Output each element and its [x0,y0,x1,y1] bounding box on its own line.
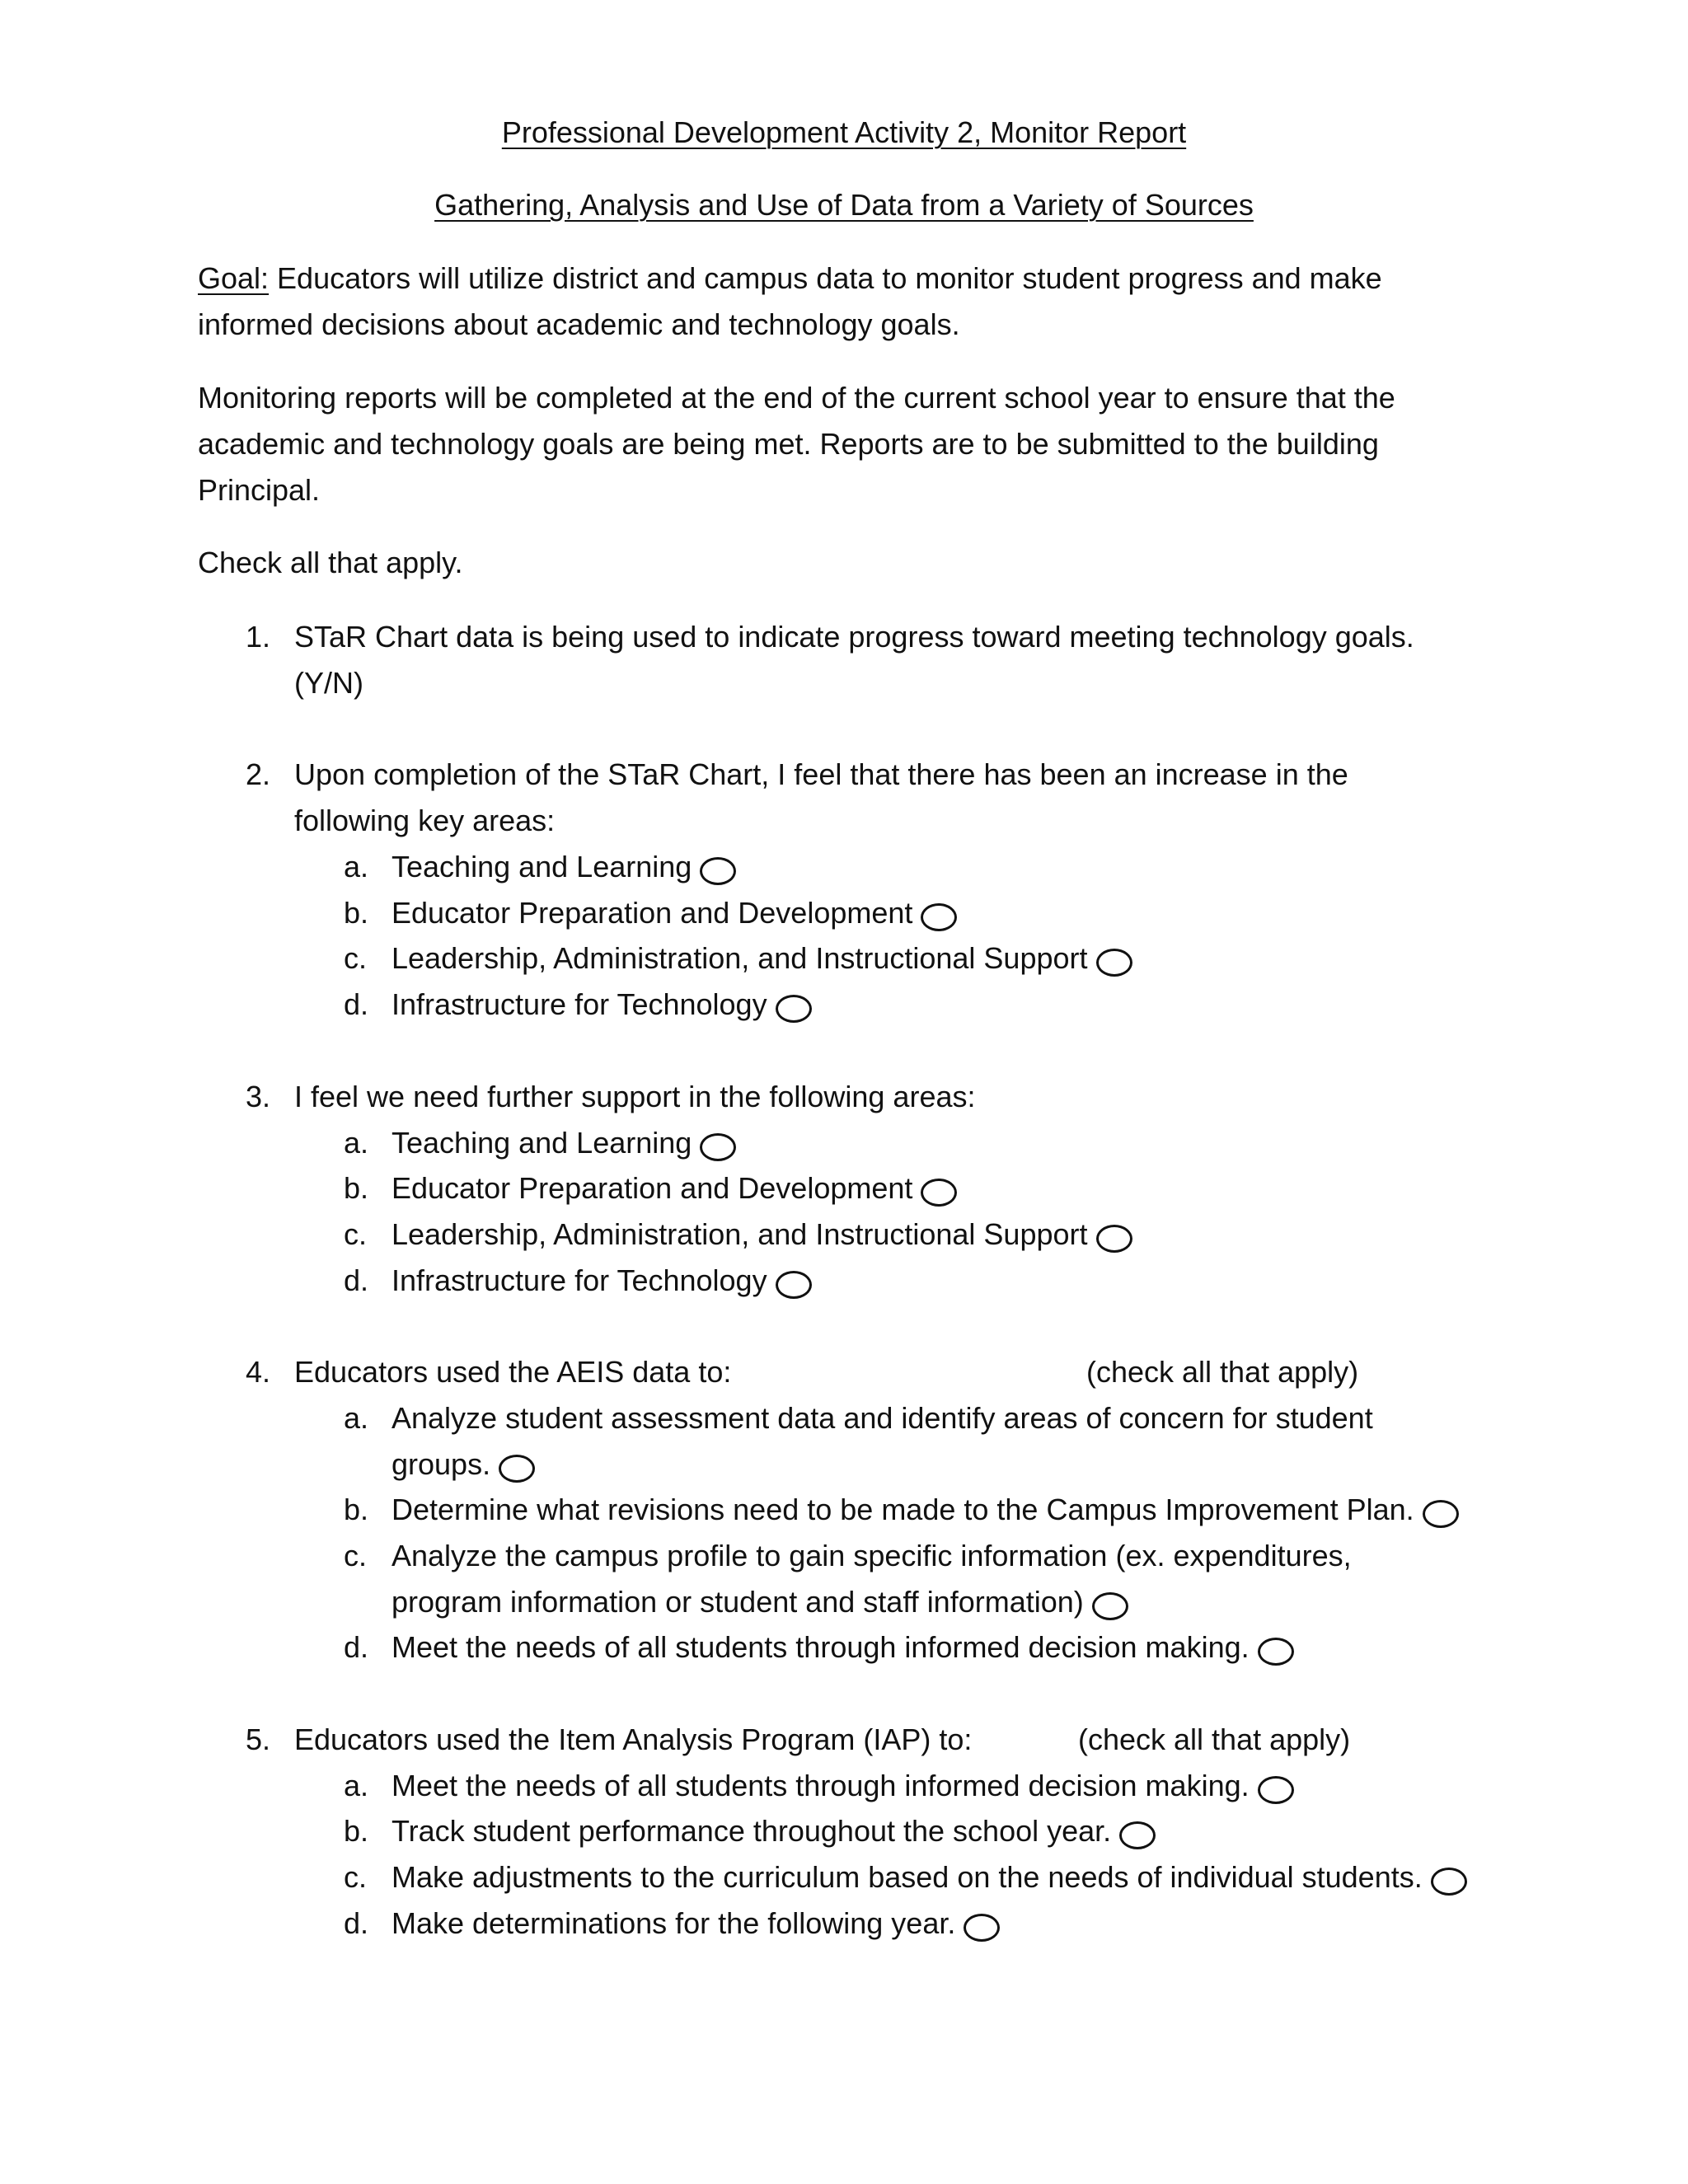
q3-item-label: Leadership, Administration, and Instructional Support [392,1217,1088,1251]
q2-item-d [392,982,812,1028]
q4-item-d-checkbox[interactable] [1258,1638,1294,1666]
monitoring-line2: academic and technology goals are being met. Reports are to be submitted to the building [198,427,1379,461]
document-title: Professional Development Activity 2, Monitor Report [501,115,1187,149]
q2-item-d-checkbox[interactable] [776,995,812,1023]
q4-item-d [392,1624,1294,1671]
q5-item-letter: d. [344,1906,369,1940]
q2-item-a [392,844,736,890]
q5-item-b [392,1808,1156,1854]
q3-item-letter: d. [344,1263,369,1297]
q4-number: 4. [246,1355,271,1389]
q3-item-b [392,1165,957,1212]
q4-item-a-checkbox[interactable] [499,1455,535,1483]
q2-text-line1: Upon completion of the STaR Chart, I feel that there has been an increase in the [294,757,1348,791]
q4-item-letter: d. [344,1630,369,1664]
q1-text-line1: STaR Chart data is being used to indicate progress toward meeting technology goals. [294,620,1414,654]
q5-item-c-checkbox[interactable] [1431,1868,1467,1896]
q4-item-b-checkbox[interactable] [1423,1500,1459,1528]
q4-item-a-line2 [392,1441,535,1488]
q4-item-label: Determine what revisions need to be made to the Campus Improvement Plan. [392,1493,1414,1526]
q5-item-label: Make adjustments to the curriculum based on the needs of individual students. [392,1860,1423,1894]
goal-text-line1: Educators will utilize district and campus data to monitor student progress and make [269,261,1382,295]
q2-item-c-checkbox[interactable] [1096,949,1132,977]
q5-item-c [392,1854,1467,1900]
q2-item-label: Educator Preparation and Development [392,896,913,930]
q2-item-label: Leadership, Administration, and Instructional Support [392,941,1088,975]
q5-note: (check all that apply) [1078,1722,1351,1756]
q3-item-letter: b. [344,1171,369,1205]
q3-item-a-checkbox[interactable] [700,1133,736,1161]
q2-item-a-checkbox[interactable] [700,857,736,885]
goal-paragraph [198,255,1492,348]
monitoring-line3: Principal. [198,473,321,507]
q3-text-line1: I feel we need further support in the following areas: [294,1080,976,1113]
q3-item-d-checkbox[interactable] [776,1271,812,1299]
q5-item-d-checkbox[interactable] [964,1914,1000,1942]
q5-item-a [392,1763,1294,1809]
q2-item-label: Teaching and Learning [392,850,692,883]
q4-item-c-line2 [392,1579,1128,1625]
q5-item-letter: c. [344,1860,368,1894]
q4-item-label: program information or student and staff information) [392,1585,1084,1619]
q2-item-b [392,890,957,936]
q4-item-label: Meet the needs of all students through informed decision making. [392,1630,1250,1664]
q2-text-line2: following key areas: [294,804,556,837]
q5-item-b-checkbox[interactable] [1119,1821,1156,1849]
q3-item-b-checkbox[interactable] [921,1179,957,1207]
q5-item-a-checkbox[interactable] [1258,1776,1294,1804]
q2-item-b-checkbox[interactable] [921,903,957,931]
q1-text-line2: (Y/N) [294,666,363,700]
q2-item-c [392,935,1132,982]
q3-item-label: Teaching and Learning [392,1126,692,1160]
q5-item-label: Track student performance throughout the school year. [392,1814,1112,1848]
monitoring-line1: Monitoring reports will be completed at the end of the current school year to ensure that the [198,381,1395,415]
q3-item-c-checkbox[interactable] [1096,1225,1132,1253]
q2-item-letter: d. [344,987,369,1021]
document-subtitle: Gathering, Analysis and Use of Data from a Variety of Sources [434,188,1254,222]
monitoring-paragraph [198,375,1492,513]
q3-item-letter: a. [344,1126,369,1160]
q5-item-label: Make determinations for the following year. [392,1906,956,1940]
q3-item-label: Educator Preparation and Development [392,1171,913,1205]
q5-item-letter: a. [344,1769,369,1802]
q4-text-line1: Educators used the AEIS data to: [294,1355,732,1389]
q3-item-letter: c. [344,1217,368,1251]
q5-text-line1: Educators used the Item Analysis Program (IAP) to: [294,1722,973,1756]
q3-item-d [392,1258,812,1304]
q4-item-letter: c. [344,1539,368,1572]
q3-item-a [392,1120,736,1166]
q3-number: 3. [246,1080,271,1113]
goal-text-line2: informed decisions about academic and technology goals. [198,307,960,341]
q3-item-label: Infrastructure for Technology [392,1263,767,1297]
q5-item-d [392,1900,1000,1947]
q4-item-a-line1: Analyze student assessment data and identify areas of concern for student [392,1401,1373,1435]
q5-item-letter: b. [344,1814,369,1848]
q4-item-label: groups. [392,1447,491,1481]
instruction-text: Check all that apply. [198,546,463,579]
q2-item-letter: c. [344,941,368,975]
q4-item-letter: a. [344,1401,369,1435]
q2-item-label: Infrastructure for Technology [392,987,767,1021]
q2-number: 2. [246,757,271,791]
q2-item-letter: b. [344,896,369,930]
q4-item-letter: b. [344,1493,369,1526]
goal-label: Goal: [198,261,270,295]
q4-note: (check all that apply) [1086,1355,1359,1389]
q5-item-label: Meet the needs of all students through informed decision making. [392,1769,1250,1802]
q5-number: 5. [246,1722,271,1756]
q4-item-b [392,1487,1459,1533]
q2-item-letter: a. [344,850,369,883]
q1-number: 1. [246,620,271,654]
q3-item-c [392,1212,1132,1258]
q4-item-c-line1: Analyze the campus profile to gain specific information (ex. expenditures, [392,1539,1352,1572]
q4-item-c-checkbox[interactable] [1092,1592,1128,1620]
